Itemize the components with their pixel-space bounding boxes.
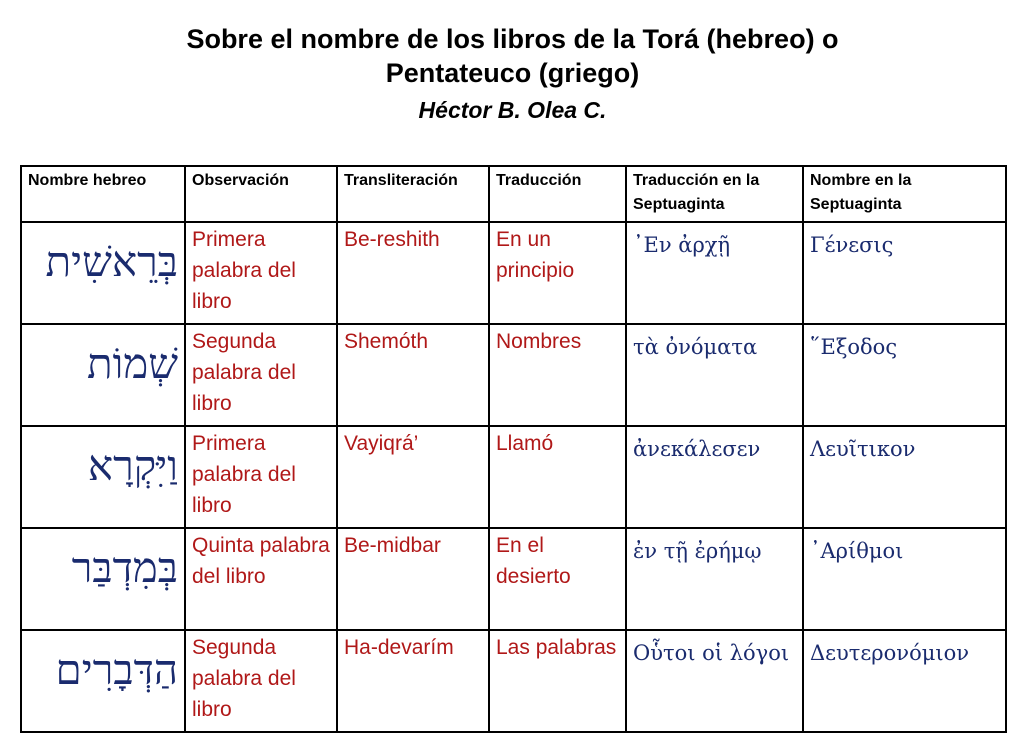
title-line-1: Sobre el nombre de los libros de la Torá (hebreo) o <box>186 24 839 54</box>
table-row <box>21 222 1006 324</box>
hebrew-name: בְּמִדְבַּר <box>71 543 178 592</box>
books-table <box>20 165 1007 733</box>
septuagint-name-cell <box>803 426 1006 528</box>
septuagint-translation-text: τὰ ὀνόματα <box>633 335 758 359</box>
transliteration-text: Ha-devarím <box>344 636 454 659</box>
table-row <box>21 528 1006 630</box>
hebrew-name-cell <box>21 222 185 324</box>
translation-text: En un principio <box>496 228 575 282</box>
transliteration-text: Shemóth <box>344 330 429 353</box>
author-name: Héctor B. Olea C. <box>418 97 607 123</box>
transliteration-cell <box>337 324 489 426</box>
observation-text: Primera palabra del libro <box>192 432 296 517</box>
transliteration-cell <box>337 426 489 528</box>
page-title <box>0 22 1025 90</box>
header-septuagint-translation: Traducción en la Septuaginta <box>626 166 803 222</box>
septuagint-translation-cell <box>626 426 803 528</box>
septuagint-name-text: ᾿Αρίθμοι <box>810 539 904 563</box>
septuagint-name-text: Λευῖτικον <box>810 437 916 461</box>
observation-cell <box>185 222 337 324</box>
translation-cell <box>489 222 626 324</box>
septuagint-name-cell <box>803 630 1006 732</box>
translation-text: Llamó <box>496 432 554 455</box>
header-hebrew-name: Nombre hebreo <box>21 166 185 222</box>
septuagint-name-text: Γένεσις <box>810 233 894 257</box>
hebrew-name: וַיִּקְרָא <box>87 441 178 490</box>
observation-cell <box>185 630 337 732</box>
observation-text: Quinta palabra del libro <box>192 534 330 588</box>
hebrew-name-cell <box>21 324 185 426</box>
septuagint-name-text: Δευτερονόμιον <box>810 641 969 665</box>
septuagint-translation-cell <box>626 630 803 732</box>
hebrew-name-cell <box>21 426 185 528</box>
septuagint-translation-text: ᾿Εν ἀρχῇ <box>633 233 731 257</box>
table-row <box>21 324 1006 426</box>
observation-cell <box>185 426 337 528</box>
translation-cell <box>489 630 626 732</box>
septuagint-translation-text: Οὗτοι οἱ λόγοι <box>633 641 790 665</box>
header-septuagint-name: Nombre en la Septuaginta <box>803 166 1006 222</box>
observation-text: Segunda palabra del libro <box>192 636 296 721</box>
observation-text: Primera palabra del libro <box>192 228 296 313</box>
table-header-row <box>21 166 1006 222</box>
hebrew-name-cell <box>21 630 185 732</box>
observation-text: Segunda palabra del libro <box>192 330 296 415</box>
header-transliteration: Transliteración <box>337 166 489 222</box>
transliteration-cell <box>337 630 489 732</box>
transliteration-cell <box>337 528 489 630</box>
hebrew-name: הַדְּבָרִים <box>55 645 178 694</box>
septuagint-name-cell <box>803 222 1006 324</box>
hebrew-name-cell <box>21 528 185 630</box>
translation-cell <box>489 426 626 528</box>
septuagint-translation-cell <box>626 324 803 426</box>
translation-cell <box>489 324 626 426</box>
hebrew-name: שְׁמוֹת <box>87 339 178 388</box>
septuagint-translation-text: ἀνεκάλεσεν <box>633 437 761 461</box>
transliteration-text: Be-reshith <box>344 228 440 251</box>
table-row <box>21 630 1006 732</box>
transliteration-cell <box>337 222 489 324</box>
septuagint-name-cell <box>803 528 1006 630</box>
hebrew-name: בְּרֵאשִׁית <box>45 237 178 286</box>
observation-cell <box>185 324 337 426</box>
header-translation: Traducción <box>489 166 626 222</box>
septuagint-translation-text: ἐν τῇ ἐρήμῳ <box>633 539 762 563</box>
translation-text: Las palabras <box>496 636 617 659</box>
translation-text: Nombres <box>496 330 582 353</box>
transliteration-text: Be-midbar <box>344 534 441 557</box>
title-line-2: Pentateuco (griego) <box>385 58 640 88</box>
septuagint-name-cell <box>803 324 1006 426</box>
translation-cell <box>489 528 626 630</box>
observation-cell <box>185 528 337 630</box>
translation-text: En el desierto <box>496 534 571 588</box>
septuagint-name-text: ῞Εξοδος <box>810 335 898 359</box>
header-observation: Observación <box>185 166 337 222</box>
septuagint-translation-cell <box>626 528 803 630</box>
septuagint-translation-cell <box>626 222 803 324</box>
table-row <box>21 426 1006 528</box>
transliteration-text: Vayiqrá’ <box>344 432 419 455</box>
